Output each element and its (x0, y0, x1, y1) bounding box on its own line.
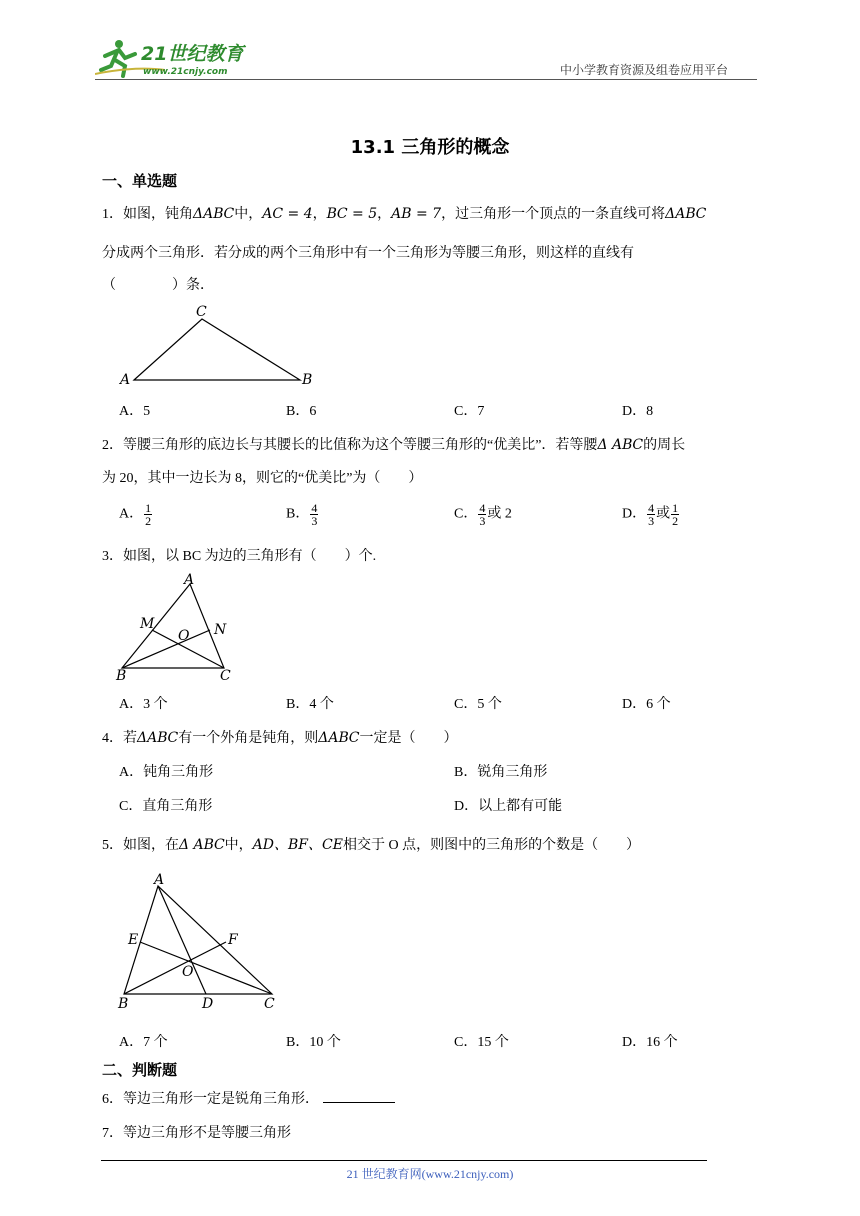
q1-line2: 分成两个三角形．若分成的两个三角形中有一个三角形为等腰三角形，则这样的直线有 (102, 246, 634, 261)
denominator: 3 (311, 514, 318, 528)
logo-main-text: 21世纪教育 (141, 43, 244, 65)
fraction (671, 502, 679, 527)
segment-ce (140, 942, 272, 994)
document-title: 13.1 三角形的概念 (350, 137, 510, 158)
q3-option-c[interactable]: C．5 个 (454, 697, 502, 712)
vertex-label-d: D (202, 996, 214, 1012)
q1-bc: 𝐵𝐶 = 5 (326, 206, 378, 222)
q3-triangle-figure (112, 570, 242, 686)
fraction (647, 502, 655, 527)
vertex-label-f: F (228, 932, 238, 948)
q4-text: 一定是（ ） (359, 731, 458, 746)
q1-text: 中， (234, 207, 263, 222)
q2-option-a[interactable] (119, 502, 153, 527)
vertex-label-b: B (302, 372, 313, 388)
option-text: 或 (656, 506, 671, 522)
q1-ab: 𝐴𝐵 = 7 (391, 206, 442, 222)
q5-triangle-figure (112, 866, 292, 1014)
vertex-label-c: C (196, 304, 207, 320)
segment-bn (122, 630, 210, 668)
numerator: 4 (648, 501, 655, 515)
q4-triangle: Δ𝐴𝐵𝐶 (137, 730, 179, 746)
fraction (310, 502, 318, 527)
q1-line3: （ ）条． (102, 278, 214, 293)
option-label: A． (119, 506, 144, 522)
footer-divider (101, 1160, 707, 1161)
q4-line1 (102, 727, 457, 747)
numerator: 1 (145, 501, 152, 515)
fraction (144, 502, 152, 527)
vertex-label-o: O (182, 964, 194, 980)
q6-line1 (102, 1088, 395, 1108)
q1-ac: 𝐴𝐶 = 4 (262, 206, 313, 222)
option-label: D． (622, 506, 647, 522)
q3-option-d[interactable]: D．6 个 (622, 697, 671, 712)
q1-text: ，过三角形一个顶点的一条直线可将 (441, 207, 666, 222)
q5-line1 (102, 834, 640, 854)
q7-line1: 7．等边三角形不是等腰三角形 (102, 1126, 291, 1141)
q5-segments: 𝐴𝐷、𝐵𝐹、𝐶𝐸 (252, 837, 343, 853)
q4-option-d[interactable]: D．以上都有可能 (454, 799, 563, 814)
vertex-label-o: O (178, 628, 190, 644)
vertex-label-n: N (214, 622, 227, 638)
header-divider (95, 79, 757, 80)
triangle-abc (124, 886, 272, 994)
q5-option-c[interactable]: C．15 个 (454, 1035, 509, 1050)
q4-option-a[interactable]: A．钝角三角形 (119, 765, 214, 780)
q5-option-a[interactable]: A．7 个 (119, 1035, 168, 1050)
q6-answer-blank[interactable] (323, 1090, 395, 1103)
denominator: 3 (479, 514, 486, 528)
section-heading-single-choice: 一、单选题 (102, 172, 178, 190)
q4-option-c[interactable]: C．直角三角形 (119, 799, 213, 814)
triangle-abc (134, 319, 300, 380)
q2-line1 (102, 434, 685, 454)
q2-option-d[interactable] (622, 502, 680, 527)
q1-triangle: Δ𝐴𝐵𝐶 (665, 206, 707, 222)
vertex-label-m: M (140, 616, 155, 632)
fraction (478, 502, 486, 527)
q4-text: 有一个外角是钝角，则 (178, 731, 319, 746)
vertex-label-a: A (154, 872, 165, 888)
numerator: 4 (311, 501, 318, 515)
q2-option-c[interactable] (454, 502, 512, 527)
denominator: 3 (648, 514, 655, 528)
triangle-abc (122, 584, 224, 668)
q1-option-b[interactable]: B．6 (286, 404, 317, 419)
option-text: 或 2 (487, 506, 512, 522)
section-heading-judgment: 二、判断题 (102, 1061, 178, 1079)
site-logo (95, 36, 260, 80)
q2-option-b[interactable] (286, 502, 319, 527)
q3-line1: 3．如图，以 BC 为边的三角形有（ ）个. (102, 549, 377, 564)
vertex-label-a: A (184, 572, 195, 588)
q1-option-c[interactable]: C．7 (454, 404, 485, 419)
logo-url-text: www.21cnjy.com (143, 67, 228, 77)
q4-triangle: Δ𝐴𝐵𝐶 (318, 730, 360, 746)
q2-triangle: Δ 𝐴𝐵𝐶 (597, 437, 644, 453)
q5-option-d[interactable]: D．16 个 (622, 1035, 678, 1050)
segment-bf (124, 942, 226, 994)
numerator: 4 (479, 501, 486, 515)
vertex-label-e: E (128, 932, 139, 948)
q2-text: 的周长 (643, 438, 686, 453)
footer-link[interactable]: 21 世纪教育网(www.21cnjy.com) (346, 1167, 514, 1181)
q5-option-b[interactable]: B．10 个 (286, 1035, 341, 1050)
q5-text: 5．如图，在 (102, 838, 179, 853)
vertex-label-c: C (264, 996, 275, 1012)
vertex-label-b: B (118, 996, 129, 1012)
q3-option-b[interactable]: B．4 个 (286, 697, 334, 712)
q2-line2: 为 20，其中一边长为 8，则它的“优美比”为（ ） (102, 471, 423, 486)
q2-text: 2．等腰三角形的底边长与其腰长的比值称为这个等腰三角形的“优美比”．若等腰 (102, 438, 598, 453)
q1-line1: 1．如图，钝角Δ𝐴𝐵𝐶中，𝐴𝐶 = 4，𝐵𝐶 = 5，𝐴𝐵 = 7，过三角形一个顶点的一条直线可将Δ𝐴𝐵𝐶 (102, 206, 707, 222)
denominator: 2 (145, 514, 152, 528)
q5-text: 中， (224, 838, 253, 853)
site-slogan: 中小学教育资源及组卷应用平台 (560, 63, 729, 77)
vertex-label-b: B (116, 668, 127, 684)
option-label: C． (454, 506, 478, 522)
denominator: 2 (672, 514, 679, 528)
q1-triangle: Δ𝐴𝐵𝐶 (193, 206, 235, 222)
option-label: B． (286, 506, 310, 522)
q1-triangle-figure (112, 300, 322, 390)
q5-triangle: Δ 𝐴𝐵𝐶 (179, 837, 225, 853)
q3-option-a[interactable]: A．3 个 (119, 697, 168, 712)
q5-text: 相交于 O 点，则图中的三角形的个数是（ ） (342, 838, 641, 853)
q4-text: 4．若 (102, 731, 137, 746)
numerator: 1 (672, 501, 679, 515)
vertex-label-a: A (120, 372, 131, 388)
q4-option-b[interactable]: B．锐角三角形 (454, 765, 548, 780)
q1-option-d[interactable]: D．8 (622, 404, 654, 419)
q1-text: 1．如图，钝角 (102, 207, 193, 222)
q1-option-a[interactable]: A．5 (119, 404, 151, 419)
q6-text: 6．等边三角形一定是锐角三角形． (102, 1092, 319, 1107)
vertex-label-c: C (220, 668, 231, 684)
